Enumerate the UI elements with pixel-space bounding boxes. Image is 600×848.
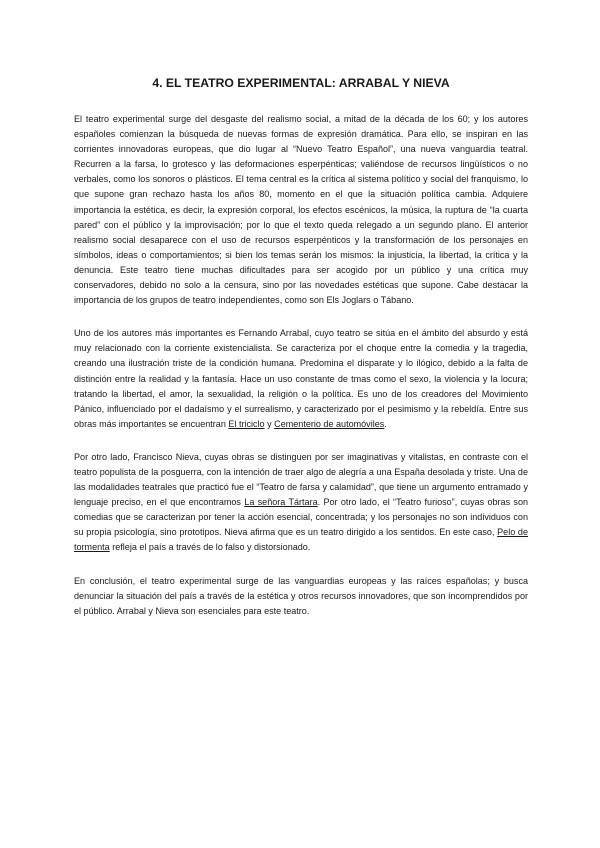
paragraph-intro: El teatro experimental surge del desgaste del realismo social, a mitad de la década de los 60; y los autores españoles comienzan la búsqueda de nuevas formas de expresión dramática. Para ello, se inspiran en las corrientes innovadoras europeas, que dio lugar al “Nuevo Teatro Español”, una nueva vanguardia teatral. Recurren a la farsa, lo grotesco y las deformaciones esperpénticas; valiéndose de recursos lingüísticos o no verbales, como los sonoros o plásticos. El tema central es la crítica al sistema político y social del franquismo, lo que supone gran rechazo hasta los años 80, momento en el que la situación política cambia. Adquiere importancia la estética, es decir, la expresión corporal, los efectos escénicos, la música, la ruptura de “la cuarta pared” con el público y la improvisación; por lo que el texto queda relegado a un segundo plano. El anterior realismo social desaparece con el uso de recursos esperpénticos y la transformación de los personajes en símbolos, ideas o comportamientos; si bien los temas serán los mismos: la injusticia, la libertad, la crítica y la denuncia. Este teatro tiene muchas dificultades para ser acogido por un público y una crítica muy conservadores, debido no solo a la censura, sino por las novedades estéticas que supone. Cabe destacar la importancia de los grupos de teatro independientes, como son Els Joglars o Tábano. <box>74 114 528 306</box>
work-title-pelo-de-tormenta: Pelo de tormenta <box>74 527 528 553</box>
paragraph-nieva <box>74 450 528 556</box>
paragraph-conclusion: En conclusión, el teatro experimental surge de las vanguardias europeas y las raíces españolas; y busca denunciar la situación del país a través de la estética y otros recursos innovadores, que son incomprendidos por el público. Arrabal y Nieva son esenciales para este teatro. <box>74 575 528 616</box>
paragraph-nieva-text-b: . Por otro lado, el “Teatro furioso”, cuyas obras son comedias que se caracterizan por tener la acción esencial, concentrada; y los personajes no son individuos con su propia psicología, sino prototipos. Nieva afirma que es un teatro dirigido a los sentidos. En este caso, <box>74 497 529 538</box>
paragraph-arrabal <box>74 326 528 432</box>
work-title-el-triciclo: El triciclo <box>228 418 265 429</box>
paragraph-nieva-text-a: Por otro lado, Francisco Nieva, cuyas obras se distinguen por ser imaginativas y vitalistas, en contraste con el teatro populista de la posguerra, con la intención de traer algo de alegría a una España desolada y triste. Una de las modalidades teatrales que practicó fue el “Teatro de farsa y calamidad”, que tiene un argumento entramado y lenguaje preciso, en el que encontramos <box>74 451 528 508</box>
paragraph-arrabal-text: Uno de los autores más importantes es Fernando Arrabal, cuyo teatro se sitúa en el ámbito del absurdo y está muy relacionado con la corriente existencialista. Se caracteriza por el choque entre la comedia y la tragedia, creando una ilustración triste de la condición humana. Predomina el disparate y lo ilógico, debido a la falta de distinción entre la realidad y la fantasía. Hace un uso constante de tmas como el sexo, la violencia y la locura; tratando la libertad, el amor, la sexualidad, la religión o la política. Es uno de los creadores del Movimiento Pánico, influenciado por el dadaísmo y el surrealismo, y caracterizado por el pesimismo y la rebeldía. Entre sus obras más importantes se encuentran <box>74 328 528 429</box>
work-title-senora-tartara: La señora Tártara <box>244 497 318 508</box>
work-title-cementerio: Cementerio de automóviles <box>274 418 385 429</box>
conjunction-text: y <box>264 418 275 429</box>
sentence-end: . <box>384 418 387 429</box>
document-title: 4. EL TEATRO EXPERIMENTAL: ARRABAL Y NIEVA <box>152 76 450 90</box>
paragraph-nieva-text-c: refleja el país a través de lo falso y distorsionado. <box>109 542 311 553</box>
